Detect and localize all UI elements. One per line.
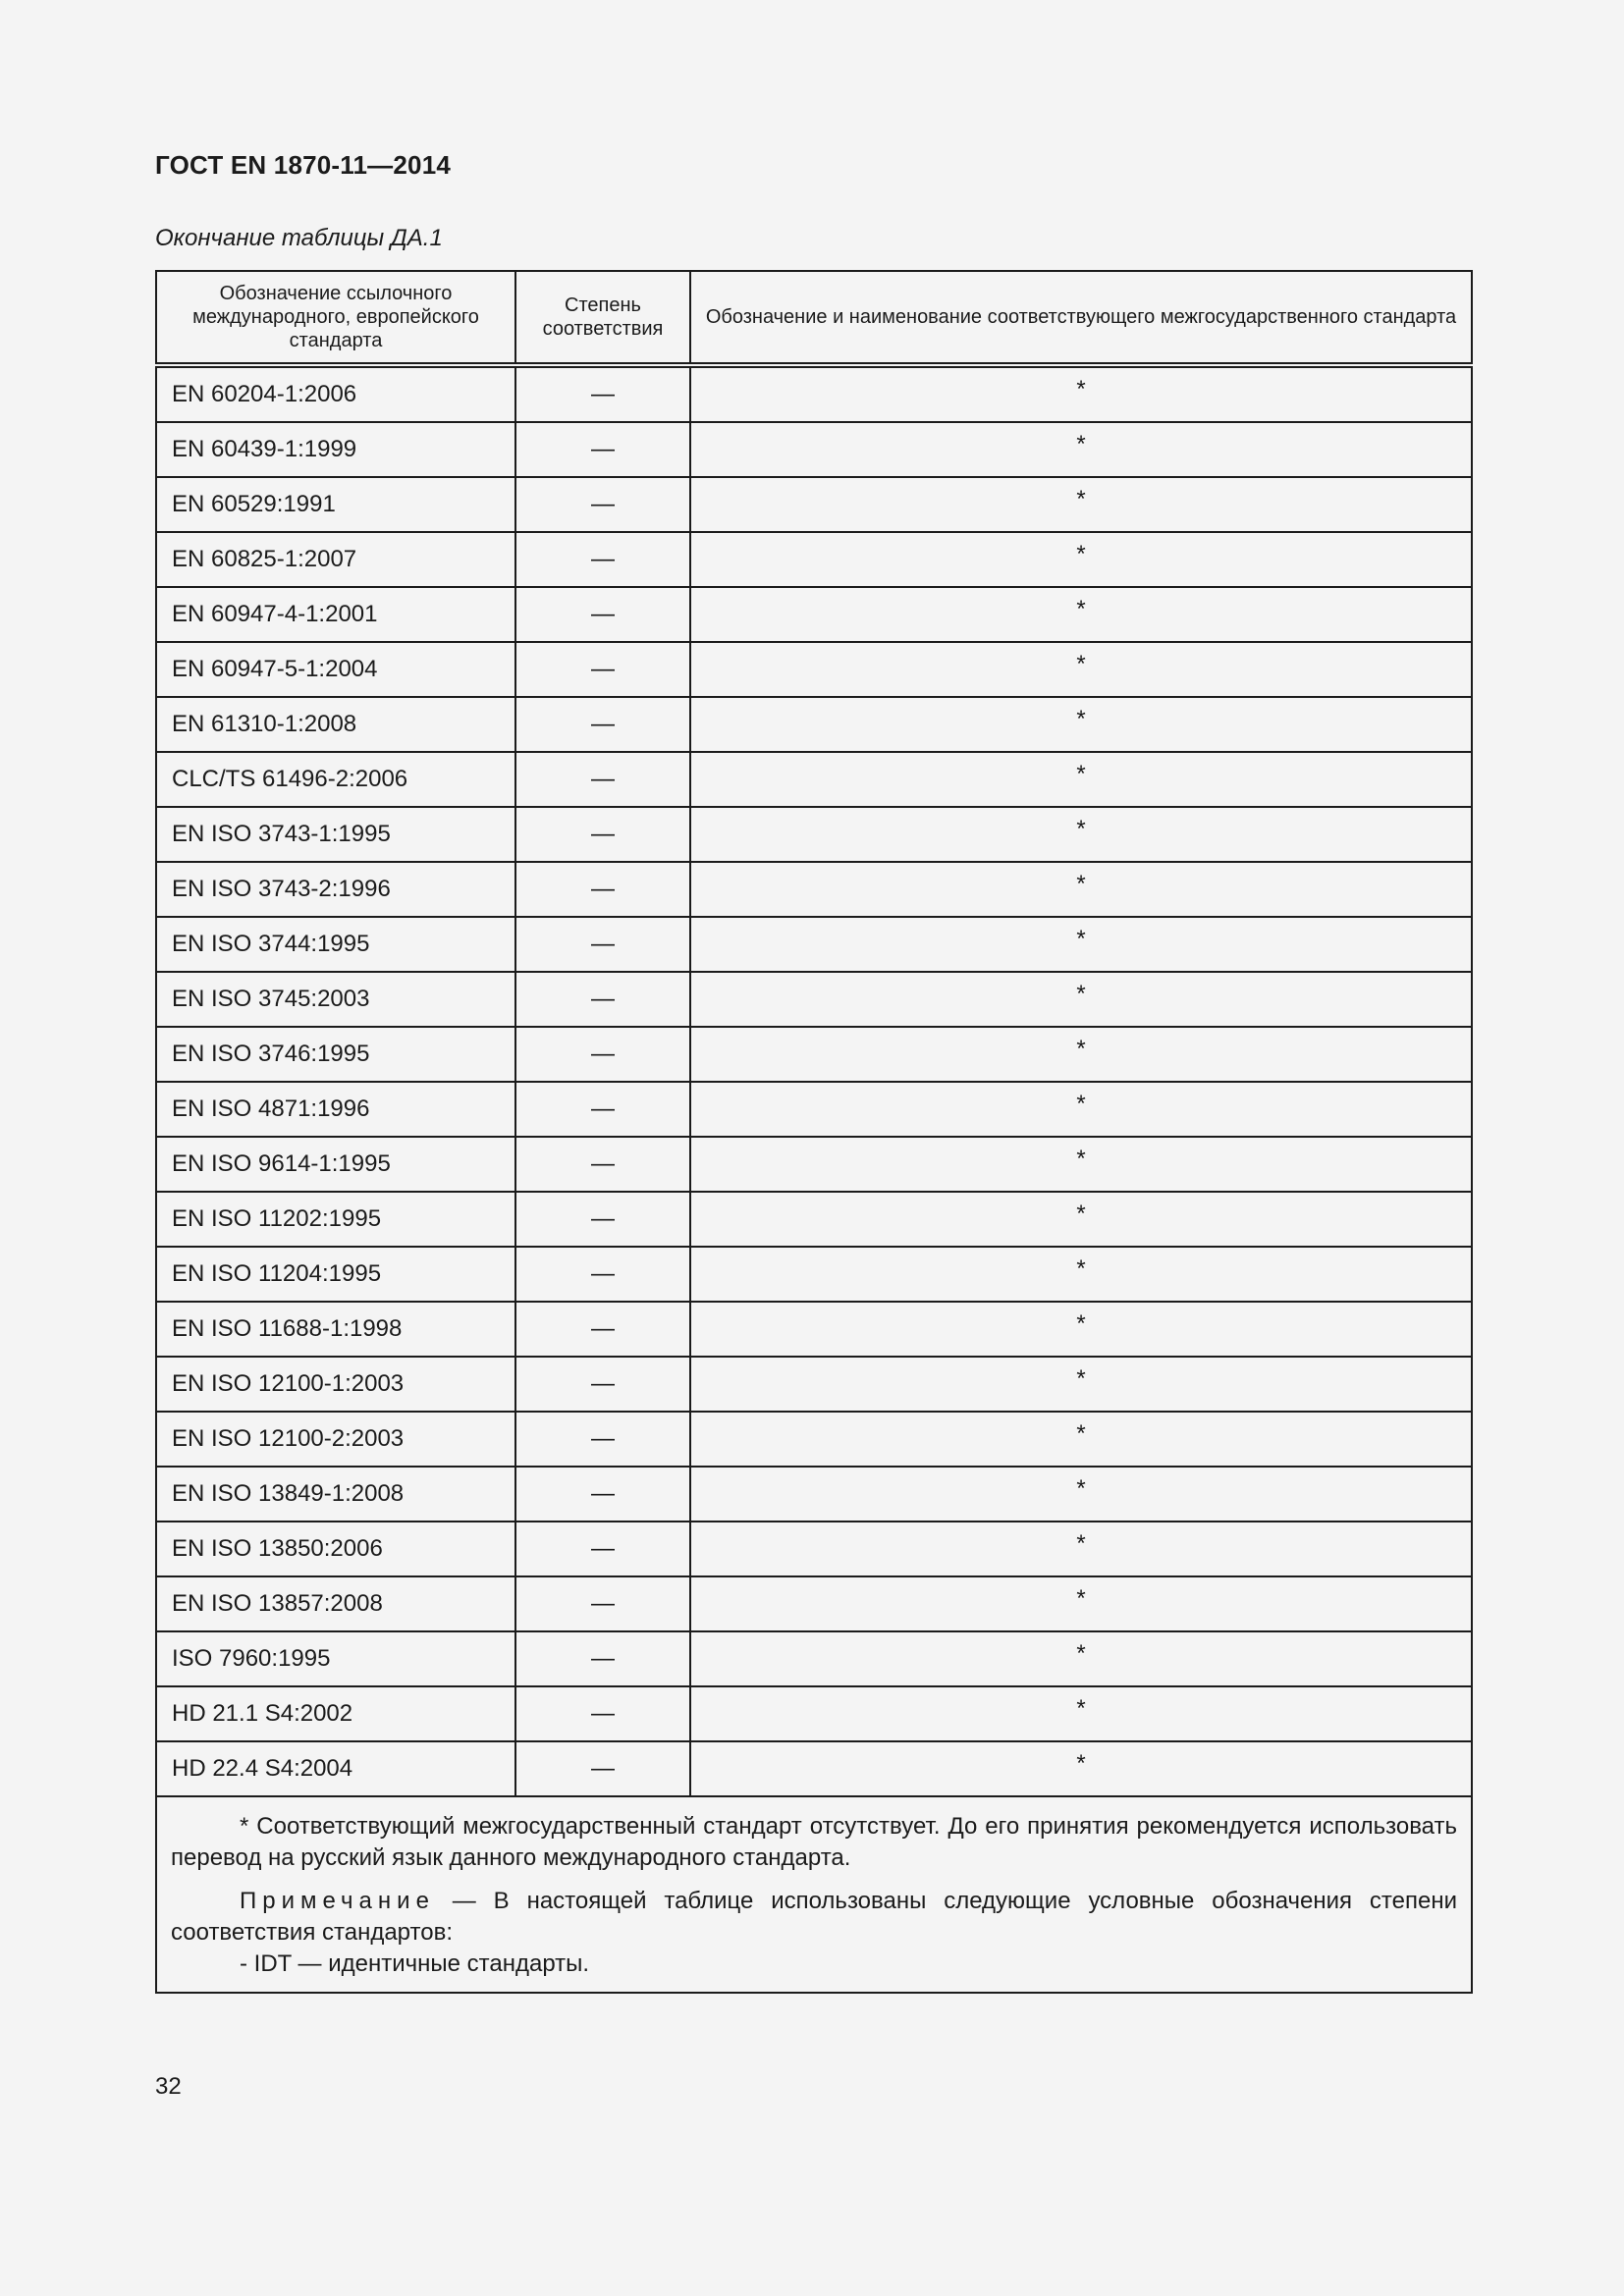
cell-standard: HD 22.4 S4:2004 <box>156 1741 515 1796</box>
cell-degree: — <box>515 1027 690 1082</box>
cell-degree: — <box>515 697 690 752</box>
table-row <box>156 1467 1472 1522</box>
cell-standard: HD 21.1 S4:2002 <box>156 1686 515 1741</box>
cell-national-standard: * <box>690 642 1472 697</box>
cell-standard: EN 60825-1:2007 <box>156 532 515 587</box>
table-row <box>156 1631 1472 1686</box>
table-body <box>156 365 1472 1796</box>
cell-degree: — <box>515 1082 690 1137</box>
note-text: — В настоящей таблице использованы следующие условные обозначения степени соответствия стандартов: <box>171 1888 1457 1946</box>
cell-national-standard: * <box>690 1137 1472 1192</box>
cell-standard: EN ISO 13857:2008 <box>156 1576 515 1631</box>
cell-standard: EN ISO 3746:1995 <box>156 1027 515 1082</box>
cell-national-standard: * <box>690 1357 1472 1412</box>
note-label: Примечание <box>240 1888 435 1914</box>
table-row <box>156 1137 1472 1192</box>
page-number: 32 <box>155 2073 182 2100</box>
cell-standard: EN ISO 11688-1:1998 <box>156 1302 515 1357</box>
table-row <box>156 752 1472 807</box>
document-header: ГОСТ EN 1870-11—2014 <box>155 150 452 180</box>
table-row <box>156 1357 1472 1412</box>
table-row <box>156 1741 1472 1796</box>
cell-national-standard: * <box>690 1576 1472 1631</box>
cell-degree: — <box>515 1741 690 1796</box>
table-row <box>156 365 1472 422</box>
cell-standard: EN ISO 12100-1:2003 <box>156 1357 515 1412</box>
table-row <box>156 697 1472 752</box>
cell-national-standard: * <box>690 532 1472 587</box>
table-row <box>156 532 1472 587</box>
table-row <box>156 1082 1472 1137</box>
table-row <box>156 972 1472 1027</box>
cell-degree: — <box>515 587 690 642</box>
cell-standard: EN 60439-1:1999 <box>156 422 515 477</box>
cell-national-standard: * <box>690 1522 1472 1576</box>
cell-national-standard: * <box>690 752 1472 807</box>
cell-standard: EN 60947-5-1:2004 <box>156 642 515 697</box>
cell-national-standard: * <box>690 365 1472 422</box>
cell-degree: — <box>515 532 690 587</box>
cell-national-standard: * <box>690 917 1472 972</box>
cell-degree: — <box>515 1247 690 1302</box>
cell-degree: — <box>515 1412 690 1467</box>
cell-degree: — <box>515 1302 690 1357</box>
cell-degree: — <box>515 1686 690 1741</box>
footnote: * Соответствующий межгосударственный стандарт отсутствует. До его принятия рекомендуется использовать перевод на русский язык данного международного стандарта. <box>171 1813 1457 1871</box>
table-row <box>156 1027 1472 1082</box>
cell-degree: — <box>515 862 690 917</box>
table-row <box>156 587 1472 642</box>
cell-degree: — <box>515 1522 690 1576</box>
cell-standard: EN ISO 3743-2:1996 <box>156 862 515 917</box>
table-row <box>156 807 1472 862</box>
note <box>171 1886 1457 1949</box>
cell-standard: EN ISO 4871:1996 <box>156 1082 515 1137</box>
cell-national-standard: * <box>690 1192 1472 1247</box>
column-header-name: Обозначение и наименование соответствующего межгосударственного стандарта <box>690 271 1472 365</box>
cell-national-standard: * <box>690 1467 1472 1522</box>
cell-degree: — <box>515 642 690 697</box>
note-item: - IDT — идентичные стандарты. <box>240 1950 590 1977</box>
cell-standard: EN ISO 13850:2006 <box>156 1522 515 1576</box>
notes-row <box>156 1796 1472 1993</box>
table-row <box>156 642 1472 697</box>
cell-degree: — <box>515 1137 690 1192</box>
cell-national-standard: * <box>690 862 1472 917</box>
cell-standard: EN ISO 3744:1995 <box>156 917 515 972</box>
cell-degree: — <box>515 752 690 807</box>
cell-degree: — <box>515 972 690 1027</box>
cell-standard: EN ISO 3743-1:1995 <box>156 807 515 862</box>
notes-cell <box>156 1796 1472 1993</box>
cell-standard: EN ISO 9614-1:1995 <box>156 1137 515 1192</box>
cell-standard: EN 61310-1:2008 <box>156 697 515 752</box>
table-row <box>156 477 1472 532</box>
cell-degree: — <box>515 807 690 862</box>
cell-degree: — <box>515 422 690 477</box>
table-row <box>156 1192 1472 1247</box>
table-row <box>156 1576 1472 1631</box>
cell-national-standard: * <box>690 1741 1472 1796</box>
table-row <box>156 422 1472 477</box>
cell-national-standard: * <box>690 1082 1472 1137</box>
cell-national-standard: * <box>690 807 1472 862</box>
table-row <box>156 1412 1472 1467</box>
cell-degree: — <box>515 1631 690 1686</box>
cell-national-standard: * <box>690 1247 1472 1302</box>
cell-national-standard: * <box>690 1027 1472 1082</box>
cell-standard: EN ISO 12100-2:2003 <box>156 1412 515 1467</box>
cell-national-standard: * <box>690 1631 1472 1686</box>
cell-standard: EN 60204-1:2006 <box>156 365 515 422</box>
cell-degree: — <box>515 1467 690 1522</box>
cell-degree: — <box>515 1192 690 1247</box>
cell-degree: — <box>515 1357 690 1412</box>
cell-national-standard: * <box>690 422 1472 477</box>
cell-national-standard: * <box>690 1686 1472 1741</box>
table-row <box>156 1686 1472 1741</box>
table-caption: Окончание таблицы ДА.1 <box>155 225 443 251</box>
column-header-standard: Обозначение ссылочного международного, европейского стандарта <box>156 271 515 365</box>
table-row <box>156 1302 1472 1357</box>
cell-national-standard: * <box>690 1302 1472 1357</box>
cell-degree: — <box>515 365 690 422</box>
cell-standard: EN ISO 11202:1995 <box>156 1192 515 1247</box>
table-row <box>156 917 1472 972</box>
cell-national-standard: * <box>690 587 1472 642</box>
cell-national-standard: * <box>690 697 1472 752</box>
cell-standard: EN ISO 11204:1995 <box>156 1247 515 1302</box>
table-header-row <box>156 271 1472 365</box>
cell-national-standard: * <box>690 1412 1472 1467</box>
column-header-degree: Степень соответствия <box>515 271 690 365</box>
cell-standard: EN ISO 13849-1:2008 <box>156 1467 515 1522</box>
standards-table <box>155 270 1473 1994</box>
table-row <box>156 1247 1472 1302</box>
table-row <box>156 1522 1472 1576</box>
cell-national-standard: * <box>690 972 1472 1027</box>
table-row <box>156 862 1472 917</box>
cell-degree: — <box>515 477 690 532</box>
cell-standard: EN 60947-4-1:2001 <box>156 587 515 642</box>
cell-national-standard: * <box>690 477 1472 532</box>
cell-standard: ISO 7960:1995 <box>156 1631 515 1686</box>
table-container <box>155 270 1471 1994</box>
cell-standard: CLC/TS 61496-2:2006 <box>156 752 515 807</box>
cell-standard: EN 60529:1991 <box>156 477 515 532</box>
cell-standard: EN ISO 3745:2003 <box>156 972 515 1027</box>
cell-degree: — <box>515 917 690 972</box>
cell-degree: — <box>515 1576 690 1631</box>
